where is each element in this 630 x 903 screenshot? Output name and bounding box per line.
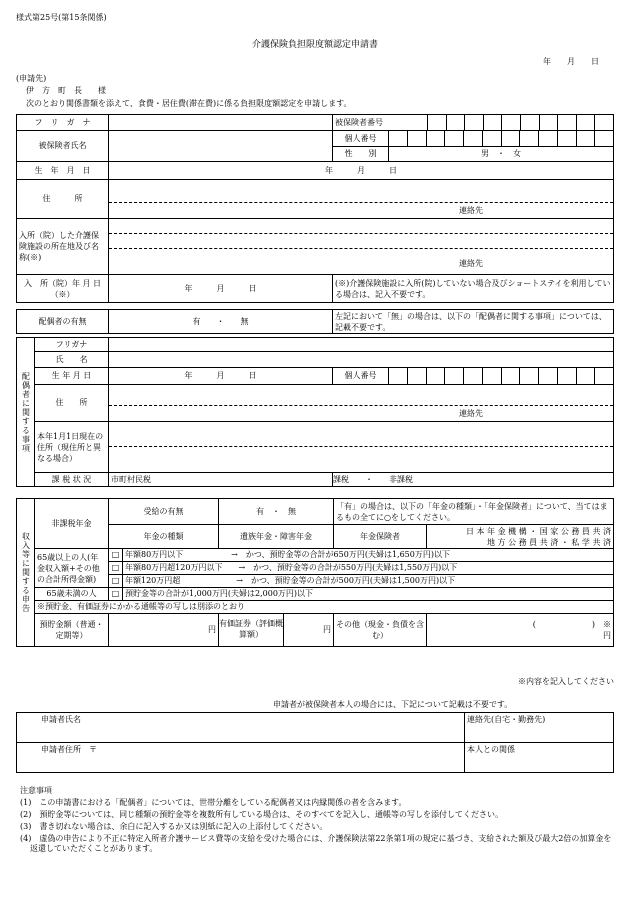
spouse-name-label: 氏 名 (35, 352, 109, 368)
received-note: 「有」の場合は、以下の「年金の種類」・「年金保険者」について、当てはまるもの全てに○をしてください。 (334, 499, 614, 525)
spouse-jan1-label: 本年1月1日現在の住所（現住所と異なる場合） (35, 422, 109, 473)
other-field[interactable] (427, 614, 614, 647)
spouse-address-label: 住 所 (35, 385, 109, 422)
addressee-label: (申請先) (16, 74, 47, 83)
proxy-relation-label: 本人との関係 (467, 745, 515, 754)
spouse-tax-label: 課 税 状 況 (35, 473, 109, 487)
income-row-1: 年額80万円以下 → かつ、預貯金等の合計が650万円(夫婦は1,650万円)以下 (123, 549, 614, 562)
address-contact: 連絡先 (459, 206, 483, 215)
insured-number-boxes[interactable] (428, 115, 613, 130)
proxy-contact-label: 連絡先(自宅・勤務先) (467, 715, 546, 724)
pension-kind-field[interactable]: 遺族年金・障害年金 (219, 525, 334, 549)
spouse-dob-label: 生 年 月 日 (35, 368, 109, 385)
spouse-address-field[interactable] (109, 385, 614, 422)
sex-label: 性 別 (333, 147, 389, 162)
proxy-address-label: 申請者住所 〒 (41, 745, 97, 754)
income-row-3: 年額120万円超 → かつ、預貯金等の合計が500万円(夫婦は1,500万円)以下 (123, 575, 614, 588)
facility-field[interactable] (109, 219, 614, 275)
insured-name-field[interactable] (109, 131, 333, 162)
spouse-furigana-label: フリガナ (35, 338, 109, 352)
notes-section (20, 786, 612, 856)
received-field[interactable]: 有 ・ 無 (219, 499, 334, 525)
note-item: (1) この申請書における「配偶者」については、世帯分離をしている配偶者又は内縁関係の者を含みます。 (20, 798, 407, 807)
facility-label: 入所（院）した介護保険施設の所在地及び名称(※) (17, 219, 109, 275)
facility-contact: 連絡先 (459, 259, 483, 268)
checkbox[interactable]: □ (109, 562, 123, 575)
securities-field[interactable] (284, 614, 333, 646)
pension-kind-label: 年金の種類 (109, 525, 219, 549)
spouse-furigana-field[interactable] (109, 338, 614, 352)
income-table (16, 498, 614, 647)
proxy-note: 申請者が被保険者本人の場合には、下記について記載は不要です。 (273, 700, 513, 709)
deposit-label: 預貯金額（普通・定期等） (35, 614, 109, 647)
detail-note: ※内容を記入してください (518, 677, 614, 686)
spouse-table (16, 309, 614, 487)
spouse-exists-label: 配偶者の有無 (17, 310, 109, 334)
other-paren: ( ) ※ (532, 620, 611, 629)
spouse-exists-note: 左記において「無」の場合は、以下の「配偶者に関する事項」については、記載不要です。 (333, 310, 614, 334)
checkbox[interactable]: □ (109, 588, 123, 601)
spouse-side-label: 配偶者に関する事項 (17, 338, 35, 487)
under65-label: 65歳未満の人 (35, 588, 109, 601)
checkbox[interactable]: □ (109, 575, 123, 588)
personal-number-boxes[interactable] (389, 131, 614, 147)
proxy-relation-field[interactable] (465, 743, 614, 773)
note-item: (3) 書き切れない場合は、余白に記入するか又は別紙に記入の上添付してください。 (20, 822, 328, 831)
spouse-contact: 連絡先 (459, 409, 483, 418)
admit-date-field[interactable]: 年 月 日 (109, 275, 333, 303)
notes-heading: 注意事項 (20, 786, 52, 795)
proxy-address-field[interactable] (17, 743, 465, 773)
personal-number-label: 個人番号 (333, 131, 389, 147)
proxy-table (16, 712, 614, 773)
spouse-dob-field[interactable]: 年 月 日 (109, 368, 333, 385)
insurer-line-1: 日 本 年 金 機 構 ・ 国 家 公 務 員 共 済 (465, 526, 611, 536)
spouse-personal-number-label: 個人番号 (333, 368, 389, 385)
admit-note: (※)介護保険施設に入所(院)していない場合及びショートステイを利用している場合は、記入不要です。 (333, 275, 614, 303)
deposit-yen: 円 (208, 625, 216, 634)
spouse-name-field[interactable] (109, 352, 614, 368)
addressee: 伊 方 町 長 様 (26, 86, 106, 95)
over65-label: 65歳以上の人(年金収入額+その他の合計所得金額) (35, 549, 109, 588)
spouse-tax-municipal: 市町村民税 (109, 473, 333, 487)
received-label: 受給の有無 (109, 499, 219, 525)
spouse-jan1-field[interactable] (109, 422, 614, 473)
income-row-2: 年額80万円超120万円以下 → かつ、預貯金等の合計が550万円(夫婦は1,550万円)以下 (123, 562, 614, 575)
proxy-contact-field[interactable] (465, 713, 614, 743)
dob-field[interactable]: 年 月 日 (109, 162, 614, 180)
address-label: 住 所 (17, 180, 109, 219)
checkbox[interactable]: □ (109, 549, 123, 562)
spouse-tax-field[interactable]: 課税 ・ 非課税 (333, 473, 614, 487)
intro-text: 次のとおり関係書類を添えて、食費・居住費(滞在費)に係る負担限度額認定を申請します。 (26, 99, 352, 108)
proxy-name-field[interactable] (17, 713, 465, 743)
insured-name-label: 被保険者氏名 (17, 131, 109, 162)
furigana-field[interactable] (109, 115, 333, 131)
form-number: 様式第25号(第15条関係) (16, 13, 107, 22)
attach-note: ※預貯金、有価証券にかかる通帳等の写しは別添のとおり (35, 601, 614, 614)
insured-number-label: 被保険者番号 (333, 115, 428, 130)
address-field[interactable] (109, 180, 614, 219)
proxy-name-label: 申請者氏名 (41, 715, 81, 724)
sex-options[interactable]: 男 ・ 女 (389, 147, 614, 162)
income-row-4: 預貯金等の合計が1,000万円(夫婦は2,000万円)以下 (123, 588, 614, 601)
nontax-pension-label: 非課税年金 (35, 499, 109, 549)
note-item: (2) 預貯金等については、同じ種類の預貯金等を複数所有している場合は、そのすべてを記入し、通帳等の写しを添付してください。 (20, 810, 504, 819)
spouse-exists-field[interactable]: 有 ・ 無 (109, 310, 333, 334)
page-title: 介護保険負担限度額認定申請書 (251, 40, 378, 50)
deposit-field[interactable] (109, 614, 219, 647)
spouse-personal-number-boxes[interactable] (389, 368, 614, 385)
furigana-label: フ リ ガ ナ (17, 115, 109, 131)
dob-label: 生 年 月 日 (17, 162, 109, 180)
securities-label: 有価証券（評価概算額） (219, 614, 284, 646)
pension-insurer-label: 年金保険者 (334, 525, 427, 549)
income-side-label: 収入等に関する申告 (17, 499, 35, 647)
insurer-line-2: 地 方 公 務 員 共 済 ・ 私 学 共 済 (487, 537, 611, 547)
applicant-table (16, 114, 614, 303)
other-label: その他（現金・負債を含む） (334, 614, 427, 647)
securities-yen: 円 (323, 625, 331, 634)
date-line: 年 月 日 (543, 57, 599, 66)
other-yen: 円 (603, 631, 611, 640)
admit-date-label: 入 所（院）年 月 日（※） (17, 275, 109, 303)
pension-insurer-field[interactable] (427, 525, 614, 549)
note-item: (4) 虚偽の申告により不正に特定入所者介護サービス費等の支給を受けた場合には、介護保険法第22条第1項の規定に基づき、支給された額及び最大2倍の加算金を返還していただくことがあります。 (20, 834, 612, 853)
